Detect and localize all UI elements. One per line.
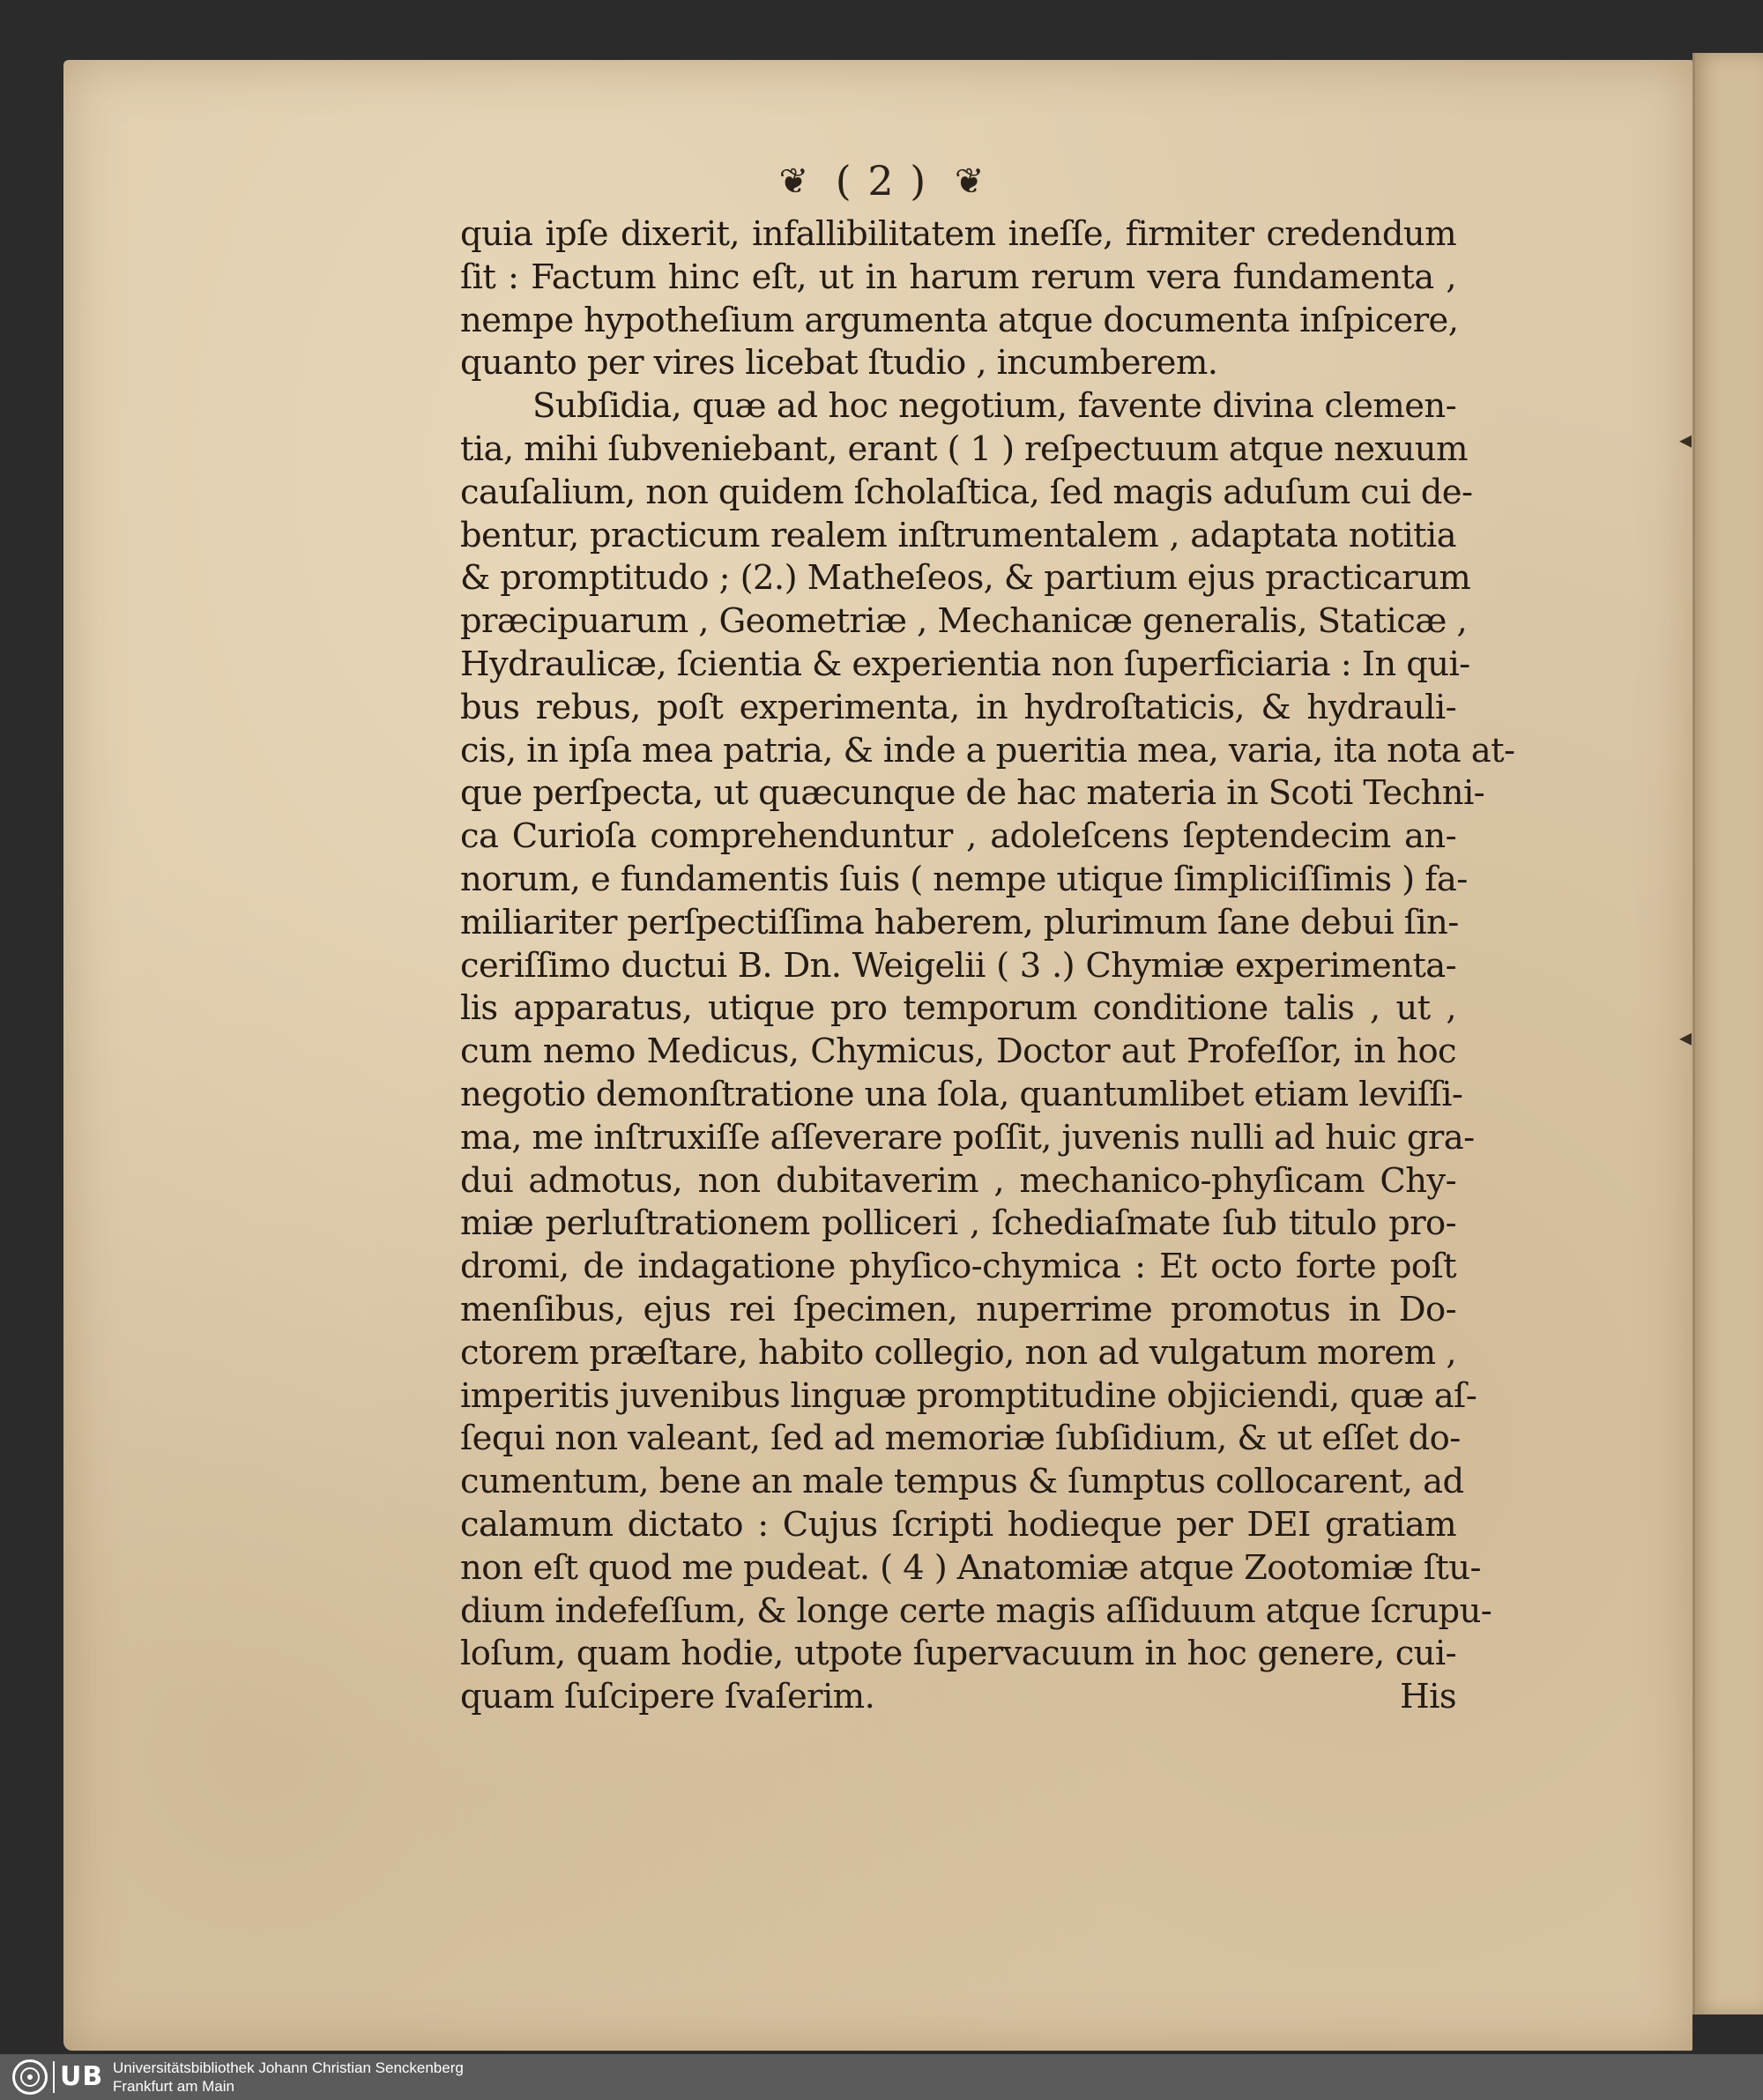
text-line: ca Curioſa comprehenduntur , adoleſcens ſeptendecim an- [460, 816, 1456, 857]
catchword: His [1400, 1677, 1456, 1717]
text-line: ma, me inſtruxiſſe aſſeverare poſſit, juvenis nulli ad huic gra- [460, 1117, 1475, 1158]
text-line: ſit : Factum hinc eſt, ut in harum rerum vera fundamenta , [460, 257, 1456, 297]
text-line: quam ſuſcipere ſvaſerim. [460, 1677, 875, 1717]
text-line: bus rebus, poſt experimenta, in hydroſtaticis, & hydrauli- [460, 687, 1456, 727]
margin-mark: ◂ [1679, 425, 1692, 454]
text-line: cumentum, bene an male tempus & ſumptus collocarent, ad [460, 1462, 1464, 1502]
library-city: Frankfurt am Main [113, 2078, 234, 2095]
ornament-right-icon: ❦ [954, 161, 985, 202]
text-line: miæ perluſtrationem polliceri , ſchediaſmate ſub titulo pro- [460, 1203, 1456, 1244]
text-line: Subſidia, quæ ad hoc negotium, favente divina clemen- [532, 386, 1456, 427]
text-line: non eſt quod me pudeat. ( 4 ) Anatomiæ atque Zootomiæ ſtu- [460, 1547, 1481, 1588]
text-line: ceriſſimo ductui B. Dn. Weigelii ( 3 .) Chymiæ experimenta- [460, 945, 1456, 986]
text-line: quanto per vires licebat ſtudio , incumberem. [460, 343, 1218, 384]
margin-mark: ◂ [1679, 1023, 1692, 1052]
text-line: cis, in ipſa mea patria, & inde a pueritia mea, varia, ita nota at- [460, 730, 1515, 771]
text-line: negotio demonſtratione una ſola, quantumlibet etiam leviſſi- [460, 1074, 1463, 1114]
text-line: Hydraulicæ, ſcientia & experientia non ſuperficiaria : In qui- [460, 644, 1470, 684]
text-line: norum, e fundamentis ſuis ( nempe utique ſimpliciſſimis ) fa- [460, 859, 1468, 899]
text-line: ſequi non valeant, ſed ad memoriæ ſubſidium, & ut eſſet do- [460, 1419, 1461, 1459]
text-line: dromi, de indagatione phyſico-chymica : Et octo forte poſt [460, 1247, 1456, 1287]
library-name: Universitätsbibliothek Johann Christian Senckenberg [113, 2059, 464, 2076]
library-logo[interactable] [12, 2059, 103, 2095]
text-line: & promptitudo ; (2.) Matheſeos, & partium ejus practicarum [460, 558, 1471, 599]
text-line: cum nemo Medicus, Chymicus, Doctor aut Profeſſor, in hoc [460, 1031, 1456, 1072]
text-line: imperitis juvenibus linguæ promptitudine objiciendi, quæ aſ- [460, 1375, 1477, 1416]
text-line: cauſalium, non quidem ſcholaſtica, ſed magis aduſum cui de- [460, 472, 1473, 512]
text-line: præcipuarum , Geometriæ , Mechanicæ generalis, Staticæ , [460, 601, 1468, 642]
text-line: calamum dictato : Cujus ſcripti hodieque per DEI gratiam [460, 1504, 1456, 1545]
library-credit [113, 2059, 464, 2096]
text-line: dium indefeſſum, & longe certe magis aſſiduum atque ſcrupu- [460, 1590, 1492, 1631]
text-line: quia ipſe dixerit, infallibilitatem ineſſe, firmiter credendum [460, 214, 1456, 254]
text-line: ctorem præſtare, habito collegio, non ad vulgatum morem , [460, 1332, 1456, 1373]
library-seal-icon [12, 2059, 48, 2095]
text-line: tia, mihi ſubveniebant, erant ( 1 ) reſpectuum atque nexuum [460, 428, 1468, 469]
text-line: que perſpecta, ut quæcunque de hac materia in Scoti Techni- [460, 773, 1485, 814]
page-number: ( 2 ) [835, 157, 928, 205]
text-line: menſibus, ejus rei ſpecimen, nuperrime promotus in Do- [460, 1289, 1456, 1329]
body-text [460, 213, 1515, 1719]
text-line: miliariter perſpectiſſima haberem, plurimum ſane debui ſin- [460, 902, 1459, 942]
facing-page-edge [1692, 53, 1763, 2014]
text-line: loſum, quam hodie, utpote ſupervacuum in hoc genere, cui- [460, 1634, 1456, 1674]
text-line: dui admotus, non dubitaverim , mechanico-phyſicam Chy- [460, 1160, 1456, 1201]
ornament-left-icon: ❦ [778, 161, 809, 202]
page-header [0, 157, 1763, 205]
text-line: nempe hypotheſium argumenta atque documenta inſpicere, [460, 300, 1459, 340]
library-logo-text: UB [53, 2061, 103, 2093]
library-footer [0, 2054, 1763, 2100]
text-line: lis apparatus, utique pro temporum conditione talis , ut , [460, 988, 1456, 1029]
text-line: bentur, practicum realem inſtrumentalem , adaptata notitia [460, 515, 1456, 555]
